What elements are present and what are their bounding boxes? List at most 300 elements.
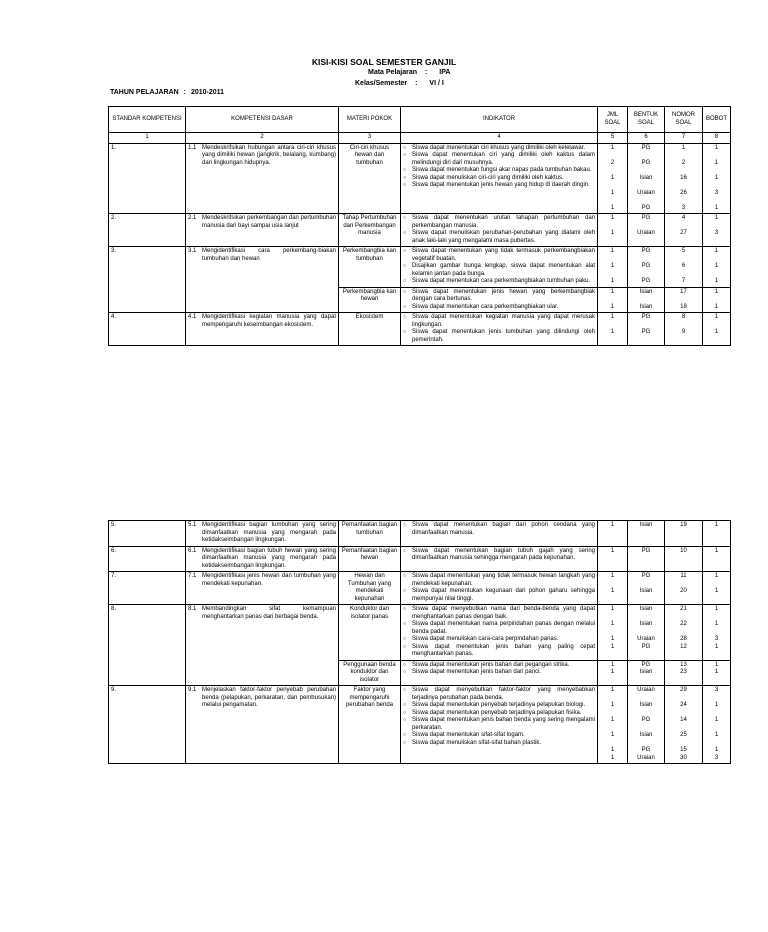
jml-value: 1 [610, 643, 615, 650]
jml-value: 1 [610, 288, 615, 295]
nomor-value: 30 [680, 754, 687, 761]
nomor-value: 19 [680, 522, 687, 528]
bentuk-value: PG [641, 204, 651, 211]
nomor-cell [665, 605, 703, 661]
col-number: 1 [109, 133, 186, 144]
jml-value [600, 629, 625, 637]
nomor-value [667, 256, 700, 264]
nomor-value: 20 [680, 588, 687, 594]
kd-number: 8.1 [188, 606, 197, 612]
bobot-value [705, 614, 728, 622]
bentuk-cell [628, 521, 665, 547]
bobot-cell [703, 605, 731, 661]
nomor-value: 13 [680, 661, 687, 668]
col-number: 8 [703, 133, 731, 144]
indikator-cell [401, 143, 598, 214]
bentuk-value [630, 629, 662, 637]
indikator-item: ○ Siswa dapat menentukan jenis bahan dari panci. [403, 669, 595, 677]
indikator-cell [401, 605, 598, 661]
indikator-cell [401, 313, 598, 346]
bobot-value [705, 271, 728, 279]
bentuk-value: PG [641, 643, 651, 650]
table-row [109, 686, 731, 764]
bobot-value: 1 [714, 278, 719, 284]
standar-kompetensi-cell: 9. [109, 686, 186, 764]
nomor-value: 29 [680, 687, 687, 693]
bentuk-value [630, 197, 662, 205]
nomor-cell [665, 686, 703, 764]
bentuk-value [630, 695, 662, 703]
kompetensi-dasar [188, 248, 336, 263]
bobot-value: 1 [714, 329, 719, 335]
bentuk-value [630, 296, 662, 304]
bobot-value: 1 [714, 215, 719, 221]
bobot-value [705, 223, 728, 231]
bentuk-value [630, 581, 662, 589]
jml-value [600, 256, 625, 264]
materi-pokok-cell: Pemanfaatan bagian hewan [339, 546, 401, 572]
tahun-pelajaran [110, 89, 224, 96]
nomor-value: 10 [680, 547, 687, 554]
kd-text: Mengidentifikasi bagian tubuh hewan yang sering dimanfaatkan manusia yang mengarah pada ketidakseimbangan lingkungan. [202, 547, 336, 569]
bentuk-value: PG [641, 329, 651, 335]
bentuk-value [630, 182, 662, 190]
indikator-item: ○ Siswa dapat menentukan urutan tahapan pertumbuhan dan perkembangan manusia. [403, 215, 595, 230]
materi-pokok-cell: Tahap Pertumbuhan dan Perkembangan manusia [339, 214, 401, 247]
bobot-value: 3 [714, 754, 719, 761]
nomor-value: 27 [680, 230, 687, 236]
bentuk-value [630, 256, 662, 264]
jml-value [600, 167, 625, 175]
jml-value: 1 [610, 621, 615, 627]
bentuk-cell [628, 660, 665, 686]
jml-cell [598, 247, 628, 288]
nomor-value: 11 [680, 573, 687, 579]
indikator-list [403, 573, 595, 603]
jml-cell [598, 521, 628, 547]
indikator-item: ○ Siswa dapat menyebutkan faktor-faktor yang menyebabkan terjadinya perubahan pada benda. [403, 687, 595, 702]
jml-value [600, 614, 625, 622]
table-row [109, 521, 731, 547]
kompetensi-dasar [188, 548, 336, 571]
kd-number: 9.1 [188, 687, 197, 693]
bobot-value [705, 296, 728, 304]
nomor-cell [665, 143, 703, 214]
bobot-value [705, 182, 728, 190]
jml-value: 1 [610, 717, 615, 723]
col-number: 4 [401, 133, 598, 144]
nomor-value [667, 614, 700, 622]
indikator-item: ○ Siswa dapat menentukan kegunaan dari pohon gaharu sehingga mempunyai nilai tinggi. [403, 588, 595, 603]
nomor-value: 16 [680, 174, 687, 181]
bobot-value: 1 [714, 174, 719, 181]
bobot-value: 3 [714, 230, 719, 236]
jml-value: 2 [610, 159, 615, 166]
document-title: KISI-KISI SOAL SEMESTER GANJIL [311, 57, 457, 67]
kompetensi-dasar-cell [186, 546, 339, 572]
jml-value: 1 [610, 278, 615, 284]
table-row [109, 143, 731, 214]
nomor-value: 26 [680, 189, 687, 196]
bentuk-value: PG [641, 573, 651, 579]
jml-value: 1 [610, 189, 615, 196]
kelas-label: Kelas/Semester [355, 80, 408, 87]
standar-kompetensi-cell: 6. [109, 546, 186, 572]
bobot-value: 1 [714, 606, 719, 612]
bobot-value: 1 [714, 573, 719, 579]
column-number-row [109, 133, 731, 144]
indikator-cell [401, 546, 598, 572]
indikator-item: ○ Siswa dapat menentukan fungsi akar napas pada tumbuhan bakau. [403, 167, 595, 175]
indikator-item: ○ Siswa dapat menentukan kegiatan manusia yang dapat merusak lingkungan. [403, 314, 595, 329]
jml-cell [598, 143, 628, 214]
nomor-value [667, 695, 700, 703]
bentuk-value [630, 614, 662, 622]
materi-pokok-cell: Penggunaan benda konduktor dan isolator [339, 660, 401, 686]
bobot-value: 1 [714, 204, 719, 211]
materi-pokok-cell: Perkembangbia kan tumbuhan [339, 247, 401, 288]
indikator-item: ○ Siswa dapat menyebutkan nama dari benda-benda yang dapat menghantarkan panas dengan baik. [403, 606, 595, 621]
jml-value: 1 [610, 669, 615, 675]
bentuk-value: PG [641, 717, 651, 723]
bentuk-value: Isian [639, 303, 653, 310]
standar-kompetensi-cell: 4. [109, 313, 186, 346]
col-header-materi: MATERI POKOK [339, 107, 401, 133]
bentuk-value: Isian [639, 588, 653, 594]
standar-kompetensi-cell: 5. [109, 521, 186, 547]
indikator-cell [401, 686, 598, 764]
bentuk-value [630, 322, 662, 330]
bobot-value: 1 [714, 702, 719, 708]
indikator-cell [401, 287, 598, 313]
indikator-item: ○ Siswa dapat menentukan yang tidak termasuk hewan langkah yang mendekati kepunahan. [403, 573, 595, 588]
standar-kompetensi-cell: 8. [109, 605, 186, 686]
kompetensi-dasar [188, 687, 336, 710]
indikator-list [403, 289, 595, 312]
bobot-value: 3 [714, 687, 719, 693]
nomor-cell [665, 287, 703, 313]
bobot-value: 1 [714, 144, 719, 151]
jml-value: 1 [610, 606, 615, 612]
indikator-item: ○ Siswa dapat menentukan penyebab terjadinya pelapukan fisika. [403, 710, 595, 718]
indikator-list [403, 248, 595, 286]
bobot-value: 3 [714, 189, 719, 196]
indikator-item: ○ Siswa dapat menuliskan sifat-sifat bahan plastik. [403, 740, 595, 748]
nomor-value [667, 197, 700, 205]
nomor-value: 18 [680, 303, 687, 310]
jml-value [600, 197, 625, 205]
nomor-cell [665, 546, 703, 572]
indikator-list [403, 662, 595, 677]
jml-value: 1 [610, 144, 615, 151]
jml-value: 1 [610, 314, 615, 320]
kompetensi-dasar [188, 522, 336, 545]
kd-text: Mengidentifikasi kegiatan manusia yang dapat mempengaruhi keseimbangan ekosistem. [202, 314, 336, 328]
materi-pokok-cell: Konduktor dan isolator panas [339, 605, 401, 661]
nomor-cell [665, 660, 703, 686]
indikator-item: ○ Siswa dapat menentukan jenis hewan yang hidup di daerah dingin. [403, 182, 595, 190]
col-number: 7 [665, 133, 703, 144]
kompetensi-dasar [188, 215, 336, 230]
nomor-value: 7 [681, 278, 686, 284]
table-row [109, 247, 731, 288]
nomor-value: 15 [680, 747, 687, 753]
bentuk-value [630, 167, 662, 175]
jml-value [600, 322, 625, 330]
indikator-list [403, 215, 595, 245]
kd-text: Membandingkan sifat kemampuan menghantarkan panas dari berbagai benda. [202, 606, 336, 620]
jml-value: 1 [610, 230, 615, 236]
jml-cell [598, 686, 628, 764]
table-row [109, 572, 731, 605]
jml-value: 1 [610, 573, 615, 579]
jml-value [600, 152, 625, 160]
bobot-cell [703, 686, 731, 764]
bobot-cell [703, 143, 731, 214]
jml-value: 1 [610, 522, 615, 528]
standar-kompetensi-cell: 1. [109, 143, 186, 214]
kd-text: Mengidentifikasi jenis hewan dan tumbuhan yang mendekati kepunahan. [202, 573, 336, 587]
bobot-value: 1 [714, 732, 719, 738]
bentuk-value: PG [641, 263, 651, 269]
jml-value [600, 710, 625, 718]
bentuk-value: PG [641, 547, 651, 554]
nomor-value: 12 [680, 643, 687, 650]
bentuk-value: Isian [639, 669, 653, 675]
nomor-value: 5 [681, 248, 686, 254]
jml-value: 1 [610, 702, 615, 708]
jml-value: 1 [610, 329, 615, 335]
kd-text: Mendeskrifsikan hubungan antara ciri-ciri khusus yang dimiliki hewan (jangkrik, belalang, kumbang) dan lingkungan hidupnya. [202, 144, 336, 166]
table-row [109, 605, 731, 661]
indikator-item: ○ Siswa dapat menentukan sifat-sifat logam. [403, 732, 595, 740]
col-number: 6 [628, 133, 665, 144]
mapel-value: IPA [439, 69, 451, 76]
kompetensi-dasar-cell [186, 572, 339, 605]
bobot-cell [703, 313, 731, 346]
bentuk-cell [628, 546, 665, 572]
materi-pokok-cell: Ekosistem [339, 313, 401, 346]
bentuk-cell [628, 605, 665, 661]
jml-cell [598, 605, 628, 661]
table-row [109, 214, 731, 247]
indikator-item: ○ Siswa dapat menentukan cara perkembangbiakan tumbuhan paku. [403, 278, 595, 286]
bentuk-value: Uraian [637, 687, 655, 693]
bobot-value: 1 [714, 263, 719, 269]
bobot-value: 1 [714, 621, 719, 627]
bentuk-value: Isian [639, 288, 653, 295]
bentuk-value: Isian [639, 702, 653, 708]
bobot-value [705, 725, 728, 733]
nomor-value [667, 271, 700, 279]
jml-value [600, 182, 625, 190]
kompetensi-dasar-cell [186, 605, 339, 686]
nomor-value: 23 [680, 669, 687, 675]
nomor-value: 6 [681, 263, 686, 269]
bobot-value: 1 [714, 303, 719, 310]
kisi-kisi-table-page-2 [108, 520, 731, 764]
nomor-value: 17 [680, 288, 687, 295]
jml-value: 1 [610, 661, 615, 668]
standar-kompetensi-cell: 3. [109, 247, 186, 313]
table-row [109, 546, 731, 572]
bentuk-value: PG [641, 159, 651, 166]
bobot-value [705, 581, 728, 589]
kompetensi-dasar-cell [186, 313, 339, 346]
indikator-cell [401, 214, 598, 247]
jml-cell [598, 546, 628, 572]
indikator-item: ○ Siswa dapat menentukan jenis bahan benda yang sering mengalami perkaratan. [403, 717, 595, 732]
nomor-value: 24 [680, 702, 687, 708]
bentuk-value [630, 152, 662, 160]
nomor-value [667, 322, 700, 330]
indikator-list [403, 606, 595, 659]
col-header-kd: KOMPETENSI DASAR [186, 107, 339, 133]
bentuk-value: Uraian [637, 636, 655, 642]
bentuk-value: Isian [639, 522, 653, 528]
bentuk-value [630, 740, 662, 748]
nomor-value: 28 [680, 636, 687, 642]
bentuk-cell [628, 287, 665, 313]
jml-value: 1 [610, 263, 615, 269]
col-number: 2 [186, 133, 339, 144]
jml-value: 1 [610, 732, 615, 738]
kd-text: Mengidentifikasi cara perkembang-biakan tumbuhan dan hewan [202, 248, 336, 262]
bobot-value: 1 [714, 248, 719, 254]
header-row [109, 107, 731, 133]
nomor-value: 21 [680, 606, 687, 612]
jml-value: 1 [610, 204, 615, 211]
nomor-value: 1 [681, 144, 686, 151]
indikator-item: ○ Siswa dapat menentukan jenis bahan yang paling cepat menghantarkan panas. [403, 644, 595, 659]
bobot-cell [703, 247, 731, 288]
nomor-value: 22 [680, 621, 687, 627]
bentuk-value: PG [641, 747, 651, 753]
nomor-value: 3 [681, 204, 686, 211]
bobot-value [705, 710, 728, 718]
jml-cell [598, 287, 628, 313]
indikator-item: ○ Siswa dapat menuliskan ciri-ciri yang dimiliki oleh kaktus. [403, 175, 595, 183]
jml-value: 1 [610, 215, 615, 221]
bobot-value: 1 [714, 661, 719, 668]
bobot-value: 3 [714, 636, 719, 642]
col-header-indikator: INDIKATOR [401, 107, 598, 133]
kd-number: 5.1 [188, 522, 197, 528]
bobot-cell [703, 546, 731, 572]
bobot-value: 1 [714, 643, 719, 650]
nomor-value: 8 [681, 314, 686, 320]
bentuk-value: PG [641, 314, 651, 320]
kompetensi-dasar-cell [186, 686, 339, 764]
col-header-bentuk: BENTUK SOAL [628, 107, 665, 133]
bentuk-value: PG [641, 215, 651, 221]
bobot-cell [703, 287, 731, 313]
materi-pokok-cell: Faktor yang mempengaruhi perubahan benda [339, 686, 401, 764]
kd-number: 7.1 [188, 573, 197, 579]
bentuk-value: Isian [639, 732, 653, 738]
kompetensi-dasar [188, 145, 336, 168]
indikator-item: ○ Siswa dapat menentukan cara perkembangbiakan ular. [403, 304, 595, 312]
bentuk-value: Uraian [637, 754, 655, 761]
bobot-value: 1 [714, 547, 719, 554]
bentuk-cell [628, 686, 665, 764]
indikator-list [403, 314, 595, 344]
col-header-bobot: BOBOT [703, 107, 731, 133]
kd-text: Mengidentifikasi bagian tumbuhan yang sering dimanfaatkan manusia yang mengarah pada ketidakseimbangan lingkungan. [202, 522, 336, 543]
jml-value [600, 725, 625, 733]
bentuk-value: Uraian [637, 230, 655, 236]
indikator-item: ○ Siswa dapat menentukan bagian tubuh gajah yang sering dimanfaatkan manusia sehingga mengarah pada kepunahan. [403, 548, 595, 563]
col-number: 5 [598, 133, 628, 144]
kd-number: 3.1 [188, 248, 197, 254]
indikator-list [403, 687, 595, 747]
indikator-cell [401, 660, 598, 686]
bobot-value: 1 [714, 159, 719, 166]
col-header-sk: STANDAR KOMPETENSI [109, 107, 186, 133]
indikator-item: ○ Siswa dapat menentukan penyebab terjadinya pelapukan biologi. [403, 702, 595, 710]
jml-cell [598, 313, 628, 346]
nomor-value: 4 [681, 215, 686, 221]
nomor-value [667, 629, 700, 637]
bobot-value: 1 [714, 588, 719, 594]
bentuk-value: Isian [639, 174, 653, 181]
col-number: 3 [339, 133, 401, 144]
bentuk-value: PG [641, 278, 651, 284]
bobot-value [705, 152, 728, 160]
indikator-item: ○ Siswa dapat menentukan ciri khusus yang dimiliki oleh kelelawar. [403, 145, 595, 153]
jml-value [600, 695, 625, 703]
jml-value [600, 740, 625, 748]
kelas-semester [355, 80, 444, 87]
mapel-label: Mata Pelajaran [368, 69, 418, 76]
jml-cell [598, 660, 628, 686]
jml-value: 1 [610, 588, 615, 594]
bentuk-value: PG [641, 144, 651, 151]
kd-text: Menjelaskan faktor-faktor penyebab perubahan benda (pelapukan, perkaratan, dan pembusukan) melalui pengamatan. [202, 687, 336, 708]
indikator-item: ○ Siswa dapat menuliskan cara-cara perpindahan panas. [403, 636, 595, 644]
jml-value [600, 223, 625, 231]
bentuk-value: PG [641, 661, 651, 668]
materi-pokok-cell: Hewan dan Tumbuhan yang mendekati kepunahan [339, 572, 401, 605]
jml-cell [598, 214, 628, 247]
jml-value [600, 581, 625, 589]
indikator-item: ○ Siswa dapat menuliskan perubahan-perubahan yang dialami oleh anak laki-laki yang mengalami masa pubertas. [403, 230, 595, 245]
bentuk-value [630, 725, 662, 733]
bentuk-value: Uraian [637, 189, 655, 196]
nomor-value [667, 167, 700, 175]
jml-value: 1 [610, 248, 615, 254]
kisi-kisi-table-page-1 [108, 106, 731, 346]
nomor-value [667, 581, 700, 589]
tahun-value: 2010-2011 [190, 89, 225, 96]
indikator-item: ○ Siswa dapat menentukan nama perpindahan panas dengan melalui benda padat. [403, 621, 595, 636]
indikator-list [403, 145, 595, 190]
bobot-value [705, 197, 728, 205]
jml-value: 1 [610, 547, 615, 554]
bobot-value [705, 322, 728, 330]
kompetensi-dasar-cell [186, 214, 339, 247]
bobot-value: 1 [714, 522, 719, 528]
indikator-item: ○ Disajikan gambar bunga lengkap, siswa dapat menentukan alat kelamin jantan pada bunga. [403, 263, 595, 278]
kompetensi-dasar-cell [186, 521, 339, 547]
nomor-value [667, 182, 700, 190]
jml-value: 1 [610, 687, 615, 693]
indikator-list [403, 522, 595, 537]
bobot-cell [703, 521, 731, 547]
jml-value [600, 271, 625, 279]
bobot-value: 1 [714, 669, 719, 675]
col-header-nomor: NOMOR SOAL [665, 107, 703, 133]
